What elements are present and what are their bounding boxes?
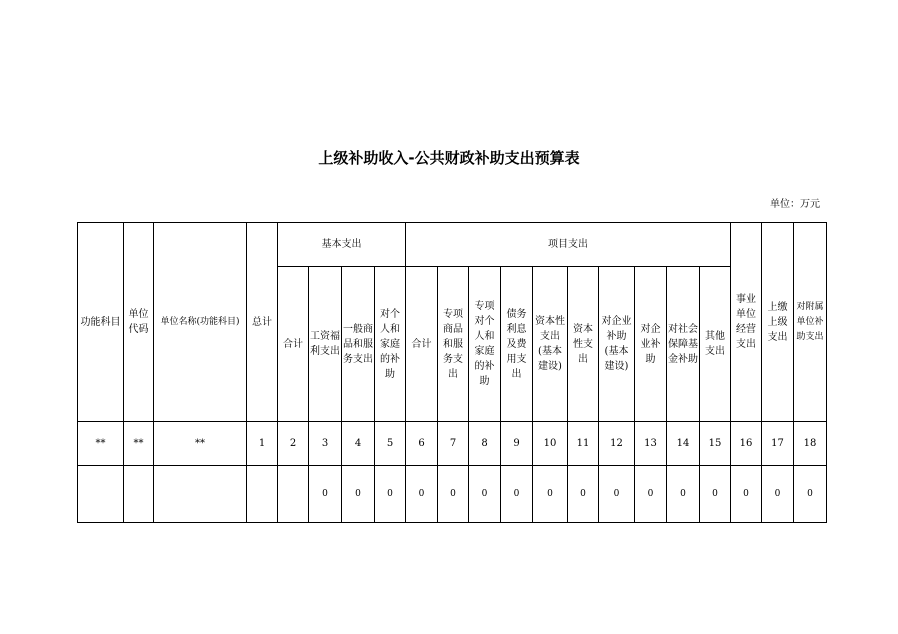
index-cell: ** — [124, 422, 154, 466]
data-cell: 0 — [533, 466, 568, 523]
index-cell: 16 — [731, 422, 762, 466]
header-basic-sum: 合计 — [278, 267, 309, 422]
header-project-capital: 资本性支出 — [568, 267, 599, 422]
index-cell: 14 — [667, 422, 700, 466]
header-basic-personal: 对个人和家庭的补助 — [375, 267, 406, 422]
data-cell: 0 — [438, 466, 469, 523]
index-cell: 11 — [568, 422, 599, 466]
data-cell: 0 — [700, 466, 731, 523]
header-basic-salary: 工资福利支出 — [309, 267, 342, 422]
index-cell: 10 — [533, 422, 568, 466]
data-cell: 0 — [375, 466, 406, 523]
data-cell — [124, 466, 154, 523]
header-total: 总计 — [247, 223, 278, 422]
index-row — [78, 422, 827, 466]
data-cell: 0 — [599, 466, 635, 523]
index-cell: 3 — [309, 422, 342, 466]
header-unit-name: 单位名称(功能科目) — [154, 223, 247, 422]
header-project-group: 项目支出 — [406, 223, 731, 267]
unit-label: 单位：万元 — [770, 199, 820, 210]
data-cell — [278, 466, 309, 523]
index-cell: 13 — [635, 422, 667, 466]
header-basic-goods: 一般商品和服务支出 — [342, 267, 375, 422]
header-project-debt: 债务利息及费用支出 — [501, 267, 533, 422]
data-cell: 0 — [667, 466, 700, 523]
index-cell: 15 — [700, 422, 731, 466]
data-row — [78, 466, 827, 523]
data-cell: 0 — [406, 466, 438, 523]
header-basic-group: 基本支出 — [278, 223, 406, 267]
data-cell: 0 — [794, 466, 827, 523]
header-project-enterprise-construction: 对企业补助(基本建设) — [599, 267, 635, 422]
index-cell: 5 — [375, 422, 406, 466]
header-business: 事业单位经营支出 — [731, 223, 762, 422]
index-cell: 6 — [406, 422, 438, 466]
index-cell: 2 — [278, 422, 309, 466]
index-cell: 4 — [342, 422, 375, 466]
index-cell: 9 — [501, 422, 533, 466]
page-title: 上级补助收入-公共财政补助支出预算表 — [318, 149, 580, 167]
header-project-other: 其他支出 — [700, 267, 731, 422]
data-cell — [154, 466, 247, 523]
header-func-subject: 功能科目 — [78, 223, 124, 422]
header-project-goods: 专项商品和服务支出 — [438, 267, 469, 422]
index-cell: 7 — [438, 422, 469, 466]
index-cell: 1 — [247, 422, 278, 466]
header-project-capital-construction: 资本性支出(基本建设) — [533, 267, 568, 422]
header-project-sum: 合计 — [406, 267, 438, 422]
data-cell: 0 — [309, 466, 342, 523]
header-row-top — [78, 223, 827, 267]
data-cell: 0 — [342, 466, 375, 523]
index-cell: 8 — [469, 422, 501, 466]
header-project-personal: 专项对个人和家庭的补助 — [469, 267, 501, 422]
header-affiliate: 对附属单位补助支出 — [794, 223, 827, 422]
index-cell: 12 — [599, 422, 635, 466]
data-cell: 0 — [731, 466, 762, 523]
header-unit-code: 单位代码 — [124, 223, 154, 422]
header-project-enterprise: 对企业补助 — [635, 267, 667, 422]
header-project-social-security: 对社会保障基金补助 — [667, 267, 700, 422]
data-cell: 0 — [469, 466, 501, 523]
index-cell: ** — [154, 422, 247, 466]
budget-table — [77, 222, 827, 523]
data-cell: 0 — [568, 466, 599, 523]
index-cell: ** — [78, 422, 124, 466]
index-cell: 18 — [794, 422, 827, 466]
data-cell — [78, 466, 124, 523]
data-cell — [247, 466, 278, 523]
index-cell: 17 — [762, 422, 794, 466]
data-cell: 0 — [501, 466, 533, 523]
data-cell: 0 — [635, 466, 667, 523]
header-upper: 上缴上级支出 — [762, 223, 794, 422]
data-cell: 0 — [762, 466, 794, 523]
